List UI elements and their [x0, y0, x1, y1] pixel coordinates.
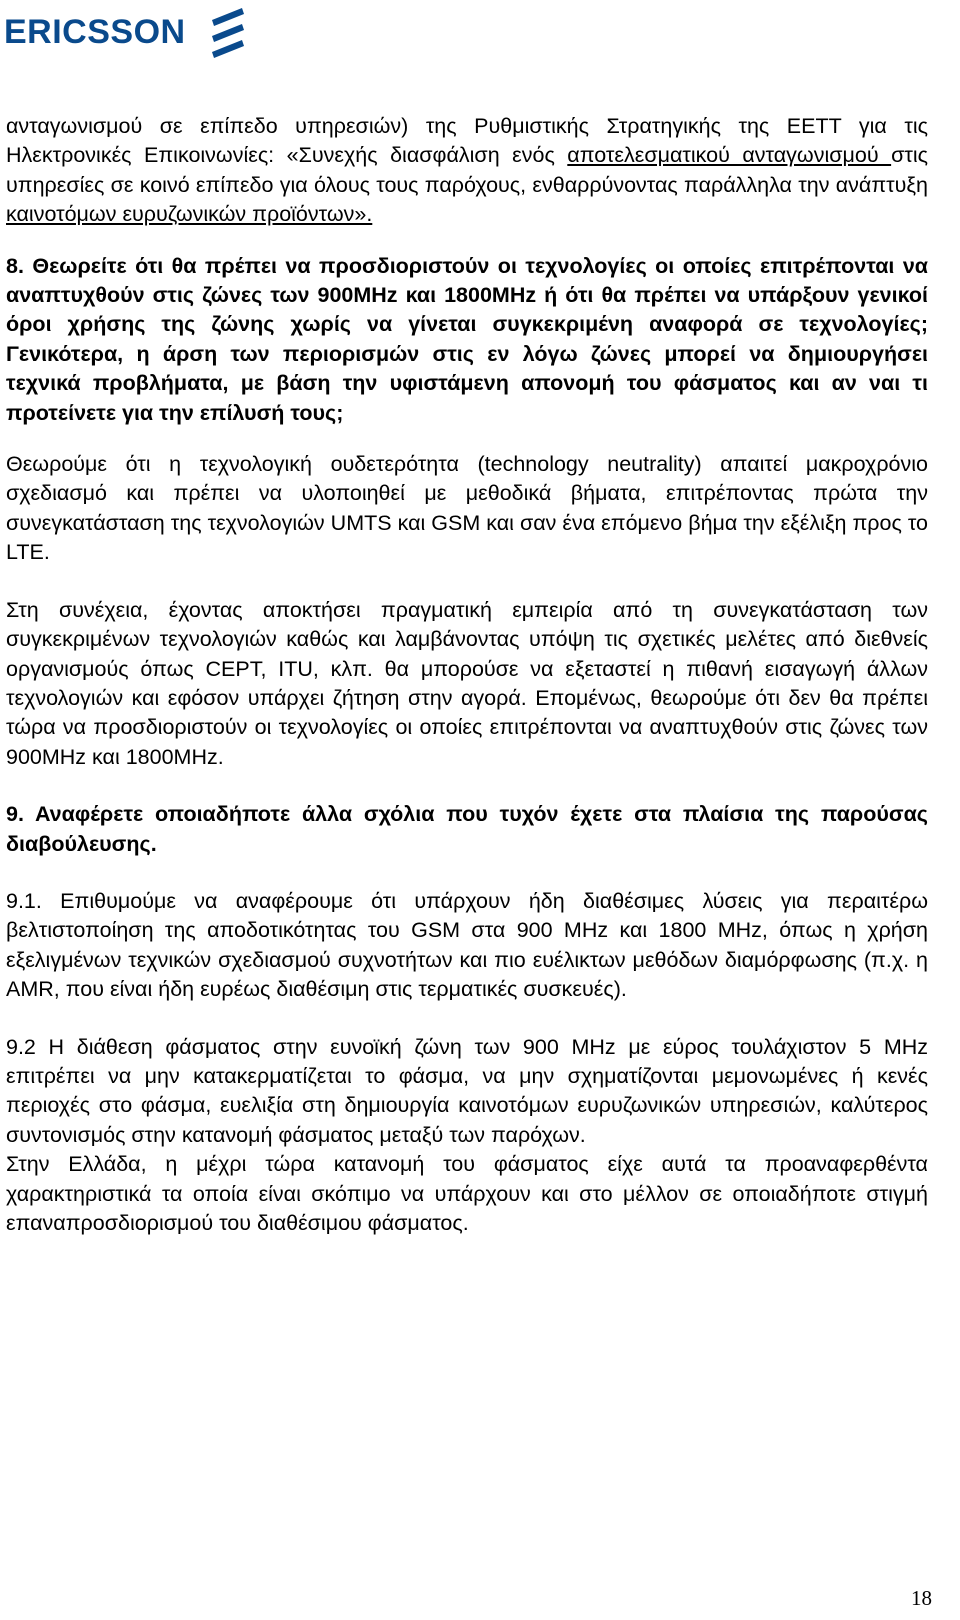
- question-8: 8. Θεωρείτε ότι θα πρέπει να προσδιοριστούν οι τεχνολογίες οι οποίες επιτρέπονται να αναπτυχθούν στις ζώνες των 900MHz και 1800MHz ή ότι θα πρέπει να υπάρξουν γενικοί όροι χρήσης της ζώνης χωρίς να γίνεται συγκεκριμένη αναφορά σε τεχνολογίες; Γενικότερα, η άρση των περιορισμών στις εν λόγω ζώνες μπορεί να δημιουργήσει τεχνικά προβλήματα, με βάση την υφιστάμενη απονομή του φάσματος και αν ναι τι προτείνετε για την επίλυσή τους;: [6, 253, 928, 425]
- answer-8-paragraph-2: Στη συνέχεια, έχοντας αποκτήσει πραγματική εμπειρία από τη συνεγκατάσταση των συγκεκριμένων τεχνολογιών καθώς και λαμβάνοντας υπόψη τις σχετικές μελέτες από διεθνείς οργανισμούς όπως CEPT, ITU, κλπ. θα μπορούσε να εξεταστεί η πιθανή εισαγωγή άλλων τεχνολογιών και εφόσον υπάρχει ζήτηση στην αγορά. Επομένως, θεωρούμε ότι δεν θα πρέπει τώρα να προσδιοριστούν οι τεχνολογίες οι οποίες επιτρέπονται να αναπτυχθούν στις ζώνες των 900MHz και 1800MHz.: [6, 597, 928, 769]
- answer-9-1: 9.1. Επιθυμούμε να αναφέρουμε ότι υπάρχουν ήδη διαθέσιμες λύσεις για περαιτέρω βελτιστοποίηση της αποδοτικότητας του GSM στα 900 MHz και 1800 MHz, όπως η χρήση εξελιγμένων τεχνικών σχεδιασμού συχνοτήτων και πιο ευέλικτων μεθόδων διαμόρφωσης (π.χ. η AMR, που είναι ήδη ευρέως διαθέσιμη στις τερματικές συσκευές).: [6, 888, 928, 1002]
- intro-paragraph: ανταγωνισμού σε επίπεδο υπηρεσιών) της Ρυθμιστικής Στρατηγικής της ΕΕΤΤ για τις Ηλεκτρονικές Επικοινωνίες: «Συνεχής διασφάλιση ενός αποτελεσματικού ανταγωνισμού στις υπηρεσίες σε κοινό επίπεδο για όλους τους παρόχους, ενθαρρύνοντας παράλληλα την ανάπτυξη καινοτόμων ευρυζωνικών προϊόντων».: [6, 114, 929, 227]
- document-body: [6, 112, 928, 1238]
- underlined-phrase: αποτελεσματικού ανταγωνισμού: [567, 143, 892, 168]
- ericsson-stripes-icon: [208, 6, 248, 58]
- answer-9-2: 9.2 Η διάθεση φάσματος στην ευνοϊκή ζώνη των 900 MHz με εύρος τουλάχιστον 5 MHz επιτρέπει να μην κατακερματίζεται το φάσμα, να μην σχηματίζονται μεμονωμένες ή κενές περιοχές στο φάσμα, ευελιξία στη δημιουργία καινοτόμων ευρυζωνικών υπηρεσιών, καλύτερος συντονισμός στην κατανομή φάσματος μεταξύ των παρόχων.: [6, 1034, 928, 1147]
- question-9: 9. Αναφέρετε οποιαδήποτε άλλα σχόλια που τυχόν έχετε στα πλαίσια της παρούσας διαβούλευσης.: [6, 802, 928, 856]
- answer-9-2-continued: Στην Ελλάδα, η μέχρι τώρα κατανομή του φάσματος είχε αυτά τα προαναφερθέντα χαρακτηριστικά τα οποία είναι σκόπιμο να υπάρχουν και στο μέλλον σε οποιαδήποτε στιγμή επαναπροσδιορισμού του διαθέσιμου φάσματος.: [6, 1152, 928, 1235]
- underlined-phrase: καινοτόμων ευρυζωνικών προϊόντων».: [6, 202, 373, 227]
- company-logo: [4, 6, 248, 58]
- answer-8-paragraph-1: Θεωρούμε ότι η τεχνολογική ουδετερότητα (technology neutrality) απαιτεί μακροχρόνιο σχεδιασμό και πρέπει να υλοποιηθεί με μεθοδικά βήματα, επιτρέποντας πρώτα την συνεγκατάσταση της τεχνολογιών UMTS και GSM και σαν ένα επόμενο βήμα την εξέλιξη προς το LTE.: [6, 452, 928, 565]
- page-number: 18: [911, 1586, 932, 1610]
- logo-wordmark: ERICSSON: [4, 13, 186, 51]
